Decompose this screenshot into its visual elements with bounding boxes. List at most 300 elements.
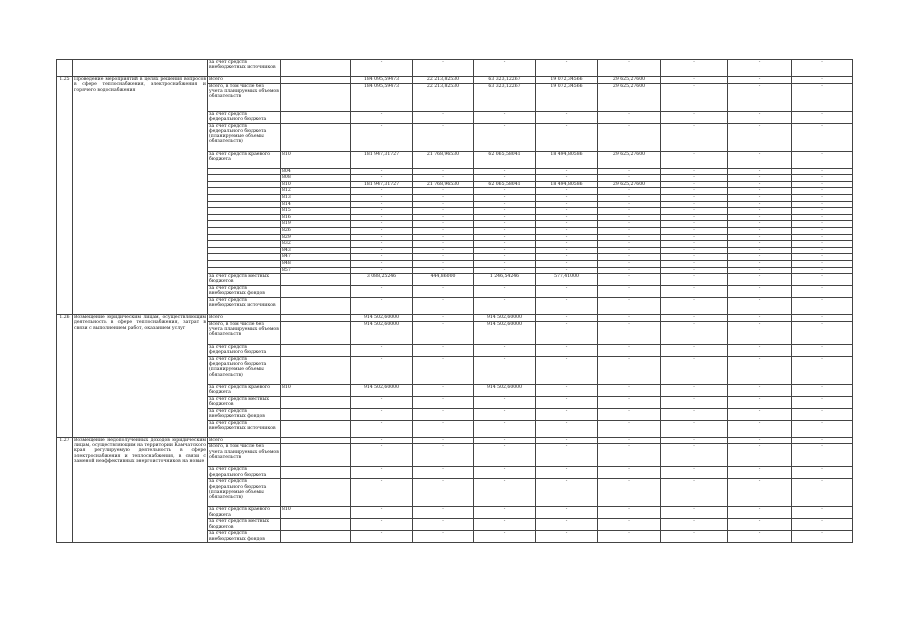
funding-source-cell: Всего [208,77,281,84]
amount-cell: - [351,260,413,267]
funding-source-cell: за счет средств внебюджетных источников [208,60,281,77]
amount-cell: 29 625,27600 [598,83,661,111]
amount-cell: - [413,356,474,384]
amount-cell: - [413,123,474,151]
amount-cell: - [792,247,853,254]
amount-cell: - [474,267,536,274]
amount-cell: - [413,254,474,261]
amount-cell: - [792,444,853,467]
amount-cell: - [536,60,598,77]
funding-source-cell: Всего, в том числе без учета планируемых объемов обязательств [208,444,281,467]
amount-cell: 19 072,34566 [536,83,598,111]
amount-cell: - [474,234,536,241]
amount-cell: - [661,168,728,175]
amount-cell: - [536,260,598,267]
amount-cell: - [474,111,536,123]
amount-cell: - [598,208,661,215]
budget-code-cell: 816 [281,214,351,221]
amount-cell: - [661,507,728,519]
amount-cell: - [351,123,413,151]
amount-cell: - [598,221,661,228]
amount-cell: - [661,111,728,123]
amount-cell: - [661,321,728,344]
amount-cell: - [474,260,536,267]
amount-cell: 29 625,27600 [598,181,661,188]
amount-cell: - [413,267,474,274]
amount-cell: - [536,321,598,344]
amount-cell: - [728,384,792,396]
amount-cell: - [792,151,853,168]
amount-cell: - [661,408,728,420]
amount-cell: - [661,254,728,261]
funding-source-cell: за счет средств местных бюджетов [208,274,281,286]
amount-cell: - [413,260,474,267]
amount-cell: - [536,519,598,531]
amount-cell: - [413,344,474,356]
item-number-cell: 1.26 [57,315,73,438]
amount-cell: - [792,479,853,507]
amount-cell: - [474,168,536,175]
amount-cell: 63 323,12267 [474,83,536,111]
amount-cell: - [351,298,413,315]
amount-cell: - [598,507,661,519]
amount-cell: - [792,194,853,201]
amount-cell: 914 502,60000 [474,321,536,344]
amount-cell: - [474,241,536,248]
funding-source-cell [208,208,281,215]
amount-cell: - [474,227,536,234]
amount-cell: - [351,60,413,77]
funding-source-cell: за счет средств местных бюджетов [208,396,281,408]
budget-code-cell: 815 [281,208,351,215]
amount-cell: - [598,321,661,344]
amount-cell: - [728,208,792,215]
amount-cell: - [728,77,792,84]
amount-cell: - [474,344,536,356]
budget-code-cell [281,321,351,344]
budget-code-cell: 813 [281,194,351,201]
amount-cell: - [413,247,474,254]
amount-cell: - [792,188,853,195]
amount-cell: - [728,175,792,182]
amount-cell: - [792,208,853,215]
amount-cell: - [351,467,413,479]
amount-cell: - [728,188,792,195]
funding-source-cell: за счет средств федерального бюджета [208,344,281,356]
amount-cell: 29 625,27600 [598,77,661,84]
amount-cell: - [598,467,661,479]
amount-cell: - [661,260,728,267]
budget-code-cell [281,479,351,507]
amount-cell: - [474,420,536,437]
funding-source-cell: за счет средств внебюджетных источников [208,420,281,437]
amount-cell: - [351,194,413,201]
amount-cell: - [351,227,413,234]
amount-cell: - [792,286,853,298]
amount-cell: - [792,420,853,437]
amount-cell: 444,86000 [413,274,474,286]
budget-code-cell: 804 [281,168,351,175]
amount-cell: - [728,286,792,298]
amount-cell: - [728,420,792,437]
amount-cell: - [661,175,728,182]
amount-cell: - [661,344,728,356]
amount-cell: - [536,111,598,123]
amount-cell: - [413,188,474,195]
amount-cell: - [661,396,728,408]
amount-cell: 914 502,60000 [351,315,413,322]
amount-cell: - [792,531,853,543]
amount-cell: - [413,467,474,479]
amount-cell: - [474,396,536,408]
amount-cell: - [792,356,853,384]
amount-cell: - [351,175,413,182]
budget-code-cell: 829 [281,234,351,241]
item-number-cell: 1.27 [57,437,73,543]
funding-source-cell: за счет средств внебюджетных фондов [208,408,281,420]
amount-cell: - [661,234,728,241]
amount-cell: - [661,519,728,531]
amount-cell: - [536,356,598,384]
amount-cell: - [536,467,598,479]
amount-cell: - [728,344,792,356]
amount-cell: - [598,111,661,123]
funding-source-cell [208,175,281,182]
amount-cell: - [351,444,413,467]
amount-cell: - [413,444,474,467]
amount-cell: - [728,221,792,228]
amount-cell: - [661,208,728,215]
amount-cell: - [661,221,728,228]
budget-code-cell [281,420,351,437]
amount-cell: - [792,123,853,151]
funding-source-cell [208,188,281,195]
amount-cell: - [728,321,792,344]
amount-cell: - [728,315,792,322]
budget-table [56,59,853,543]
amount-cell: - [351,254,413,261]
amount-cell: - [661,315,728,322]
amount-cell: - [474,519,536,531]
amount-cell: - [536,507,598,519]
amount-cell: 181 947,31727 [351,151,413,168]
amount-cell: - [598,60,661,77]
budget-code-cell: 848 [281,260,351,267]
amount-cell: - [792,408,853,420]
amount-cell: 184 095,59473 [351,77,413,84]
amount-cell: - [413,234,474,241]
amount-cell: - [792,519,853,531]
amount-cell: - [661,531,728,543]
amount-cell: - [536,214,598,221]
amount-cell: - [661,188,728,195]
amount-cell: - [351,241,413,248]
amount-cell: - [413,396,474,408]
amount-cell: - [351,111,413,123]
funding-source-cell [208,260,281,267]
amount-cell: - [474,60,536,77]
budget-code-cell [281,344,351,356]
amount-cell: - [413,241,474,248]
amount-cell: - [792,254,853,261]
amount-cell: - [351,344,413,356]
amount-cell: - [474,208,536,215]
funding-source-cell [208,267,281,274]
amount-cell: 21 768,96530 [413,181,474,188]
amount-cell: 3 088,25246 [351,274,413,286]
budget-code-cell: 814 [281,201,351,208]
amount-cell: - [536,420,598,437]
amount-cell: - [728,444,792,467]
amount-cell: - [792,260,853,267]
amount-cell: - [728,437,792,444]
amount-cell: - [792,467,853,479]
amount-cell: - [413,201,474,208]
amount-cell: - [661,420,728,437]
amount-cell: - [728,194,792,201]
funding-source-cell [208,221,281,228]
amount-cell: - [598,531,661,543]
amount-cell: - [728,531,792,543]
amount-cell: - [536,227,598,234]
budget-code-cell [281,286,351,298]
amount-cell: - [536,221,598,228]
amount-cell: - [792,221,853,228]
amount-cell: - [474,254,536,261]
budget-code-cell [281,123,351,151]
funding-source-cell: за счет средств федерального бюджета [208,467,281,479]
amount-cell: - [413,221,474,228]
amount-cell: - [536,208,598,215]
amount-cell: - [792,60,853,77]
amount-cell: - [413,531,474,543]
funding-source-cell [208,241,281,248]
amount-cell: - [598,241,661,248]
amount-cell: 22 213,82530 [413,77,474,84]
amount-cell: - [728,214,792,221]
budget-code-cell [281,531,351,543]
amount-cell: - [661,274,728,286]
amount-cell: - [598,267,661,274]
amount-cell: - [598,356,661,384]
amount-cell: 914 502,60000 [474,315,536,322]
amount-cell: - [536,479,598,507]
amount-cell: - [661,444,728,467]
activity-name-cell: Проведение мероприятий в целях решения вопросов в сфере теплоснабжения, электроснабжения и горячего водоснабжения [73,77,208,315]
amount-cell: - [413,227,474,234]
amount-cell: - [474,479,536,507]
amount-cell: - [792,315,853,322]
amount-cell: - [728,507,792,519]
amount-cell: - [536,444,598,467]
amount-cell: - [474,201,536,208]
amount-cell: - [792,507,853,519]
budget-code-cell [281,408,351,420]
budget-code-cell: 810 [281,507,351,519]
amount-cell: - [661,123,728,151]
table-body [57,60,853,543]
budget-code-cell: 810 [281,181,351,188]
budget-code-cell [281,83,351,111]
amount-cell: - [728,83,792,111]
amount-cell: - [792,344,853,356]
amount-cell: - [598,479,661,507]
budget-code-cell [281,437,351,444]
amount-cell: - [413,437,474,444]
amount-cell: - [792,175,853,182]
funding-source-cell [208,247,281,254]
amount-cell: - [598,234,661,241]
amount-cell: - [728,151,792,168]
amount-cell: - [792,83,853,111]
activity-name-cell [73,60,208,77]
amount-cell: - [792,267,853,274]
amount-cell: - [661,267,728,274]
budget-code-cell: 812 [281,188,351,195]
amount-cell: - [413,479,474,507]
amount-cell: - [598,175,661,182]
amount-cell: - [598,408,661,420]
amount-cell: - [536,168,598,175]
amount-cell: - [536,234,598,241]
amount-cell: 63 323,12267 [474,77,536,84]
amount-cell: - [536,384,598,396]
funding-source-cell: за счет средств внебюджетных фондов [208,531,281,543]
budget-code-cell: 810 [281,151,351,168]
amount-cell: - [661,214,728,221]
amount-cell: - [351,188,413,195]
amount-cell: - [536,298,598,315]
amount-cell: - [728,519,792,531]
funding-source-cell: Всего, в том числе без учета планируемых объемов обязательств [208,321,281,344]
amount-cell: - [474,467,536,479]
budget-code-cell [281,111,351,123]
amount-cell: 29 625,27600 [598,151,661,168]
amount-cell: - [728,467,792,479]
amount-cell: - [351,234,413,241]
amount-cell: - [728,260,792,267]
amount-cell: - [792,214,853,221]
amount-cell: - [661,467,728,479]
amount-cell: 914 502,60000 [474,384,536,396]
amount-cell: - [728,274,792,286]
amount-cell: - [792,396,853,408]
amount-cell: - [351,247,413,254]
amount-cell: - [351,437,413,444]
amount-cell: - [474,286,536,298]
amount-cell: - [598,384,661,396]
budget-code-cell [281,60,351,77]
amount-cell: - [474,437,536,444]
amount-cell: - [351,214,413,221]
funding-source-cell: Всего [208,315,281,322]
amount-cell: - [413,420,474,437]
amount-cell: - [413,208,474,215]
amount-cell: - [728,247,792,254]
amount-cell: 22 213,82530 [413,83,474,111]
amount-cell: 62 065,58041 [474,151,536,168]
amount-cell: - [536,286,598,298]
amount-cell: - [536,396,598,408]
amount-cell: - [536,254,598,261]
amount-cell: - [413,194,474,201]
amount-cell: - [728,479,792,507]
amount-cell: - [728,201,792,208]
amount-cell: - [728,111,792,123]
amount-cell: - [792,181,853,188]
table-row [57,315,853,322]
amount-cell: - [661,227,728,234]
amount-cell: - [413,507,474,519]
funding-source-cell: за счет средств краевого бюджета [208,384,281,396]
amount-cell: - [413,175,474,182]
amount-cell: - [728,168,792,175]
funding-source-cell [208,227,281,234]
table-row [57,77,853,84]
amount-cell: - [598,201,661,208]
amount-cell: - [413,60,474,77]
amount-cell: - [536,247,598,254]
budget-code-cell [281,77,351,84]
amount-cell: - [536,437,598,444]
funding-source-cell: Всего, в том числе без учета планируемых объемов обязательств [208,83,281,111]
amount-cell: - [474,247,536,254]
funding-source-cell: за счет средств федерального бюджета (планируемые объемы обязательств) [208,123,281,151]
amount-cell: 19 072,34566 [536,77,598,84]
funding-source-cell [208,234,281,241]
amount-cell: - [792,168,853,175]
funding-source-cell: за счет средств внебюджетных источников [208,298,281,315]
amount-cell: - [661,286,728,298]
amount-cell: - [598,444,661,467]
amount-cell: - [792,321,853,344]
amount-cell: - [728,181,792,188]
amount-cell: - [598,123,661,151]
amount-cell: - [661,437,728,444]
amount-cell: - [598,420,661,437]
amount-cell: - [474,408,536,420]
amount-cell: - [661,83,728,111]
amount-cell: - [413,286,474,298]
amount-cell: - [598,227,661,234]
amount-cell: 18 494,80586 [536,151,598,168]
amount-cell: - [792,234,853,241]
funding-source-cell: за счет средств краевого бюджета [208,151,281,168]
funding-source-cell [208,201,281,208]
amount-cell: - [413,519,474,531]
amount-cell: 21 768,96530 [413,151,474,168]
amount-cell: - [661,77,728,84]
amount-cell: - [413,298,474,315]
amount-cell: - [351,201,413,208]
amount-cell: - [728,241,792,248]
budget-code-cell: 826 [281,227,351,234]
amount-cell: - [474,123,536,151]
amount-cell: - [728,234,792,241]
activity-name-cell: Возмещение недополученных доходов юридическим лицам, осуществляющим на территории Камчатского края регулируемую деятельность в сфере электроснабжения и теплоснабжения, в связи с заменой неэффективных энергоисточников на новые [73,437,208,543]
amount-cell: - [661,356,728,384]
amount-cell: - [536,194,598,201]
amount-cell: - [792,437,853,444]
amount-cell: - [728,298,792,315]
amount-cell: - [728,123,792,151]
amount-cell: - [351,356,413,384]
amount-cell: - [474,214,536,221]
amount-cell: - [351,519,413,531]
amount-cell: - [598,274,661,286]
amount-cell: - [792,111,853,123]
amount-cell: - [351,479,413,507]
